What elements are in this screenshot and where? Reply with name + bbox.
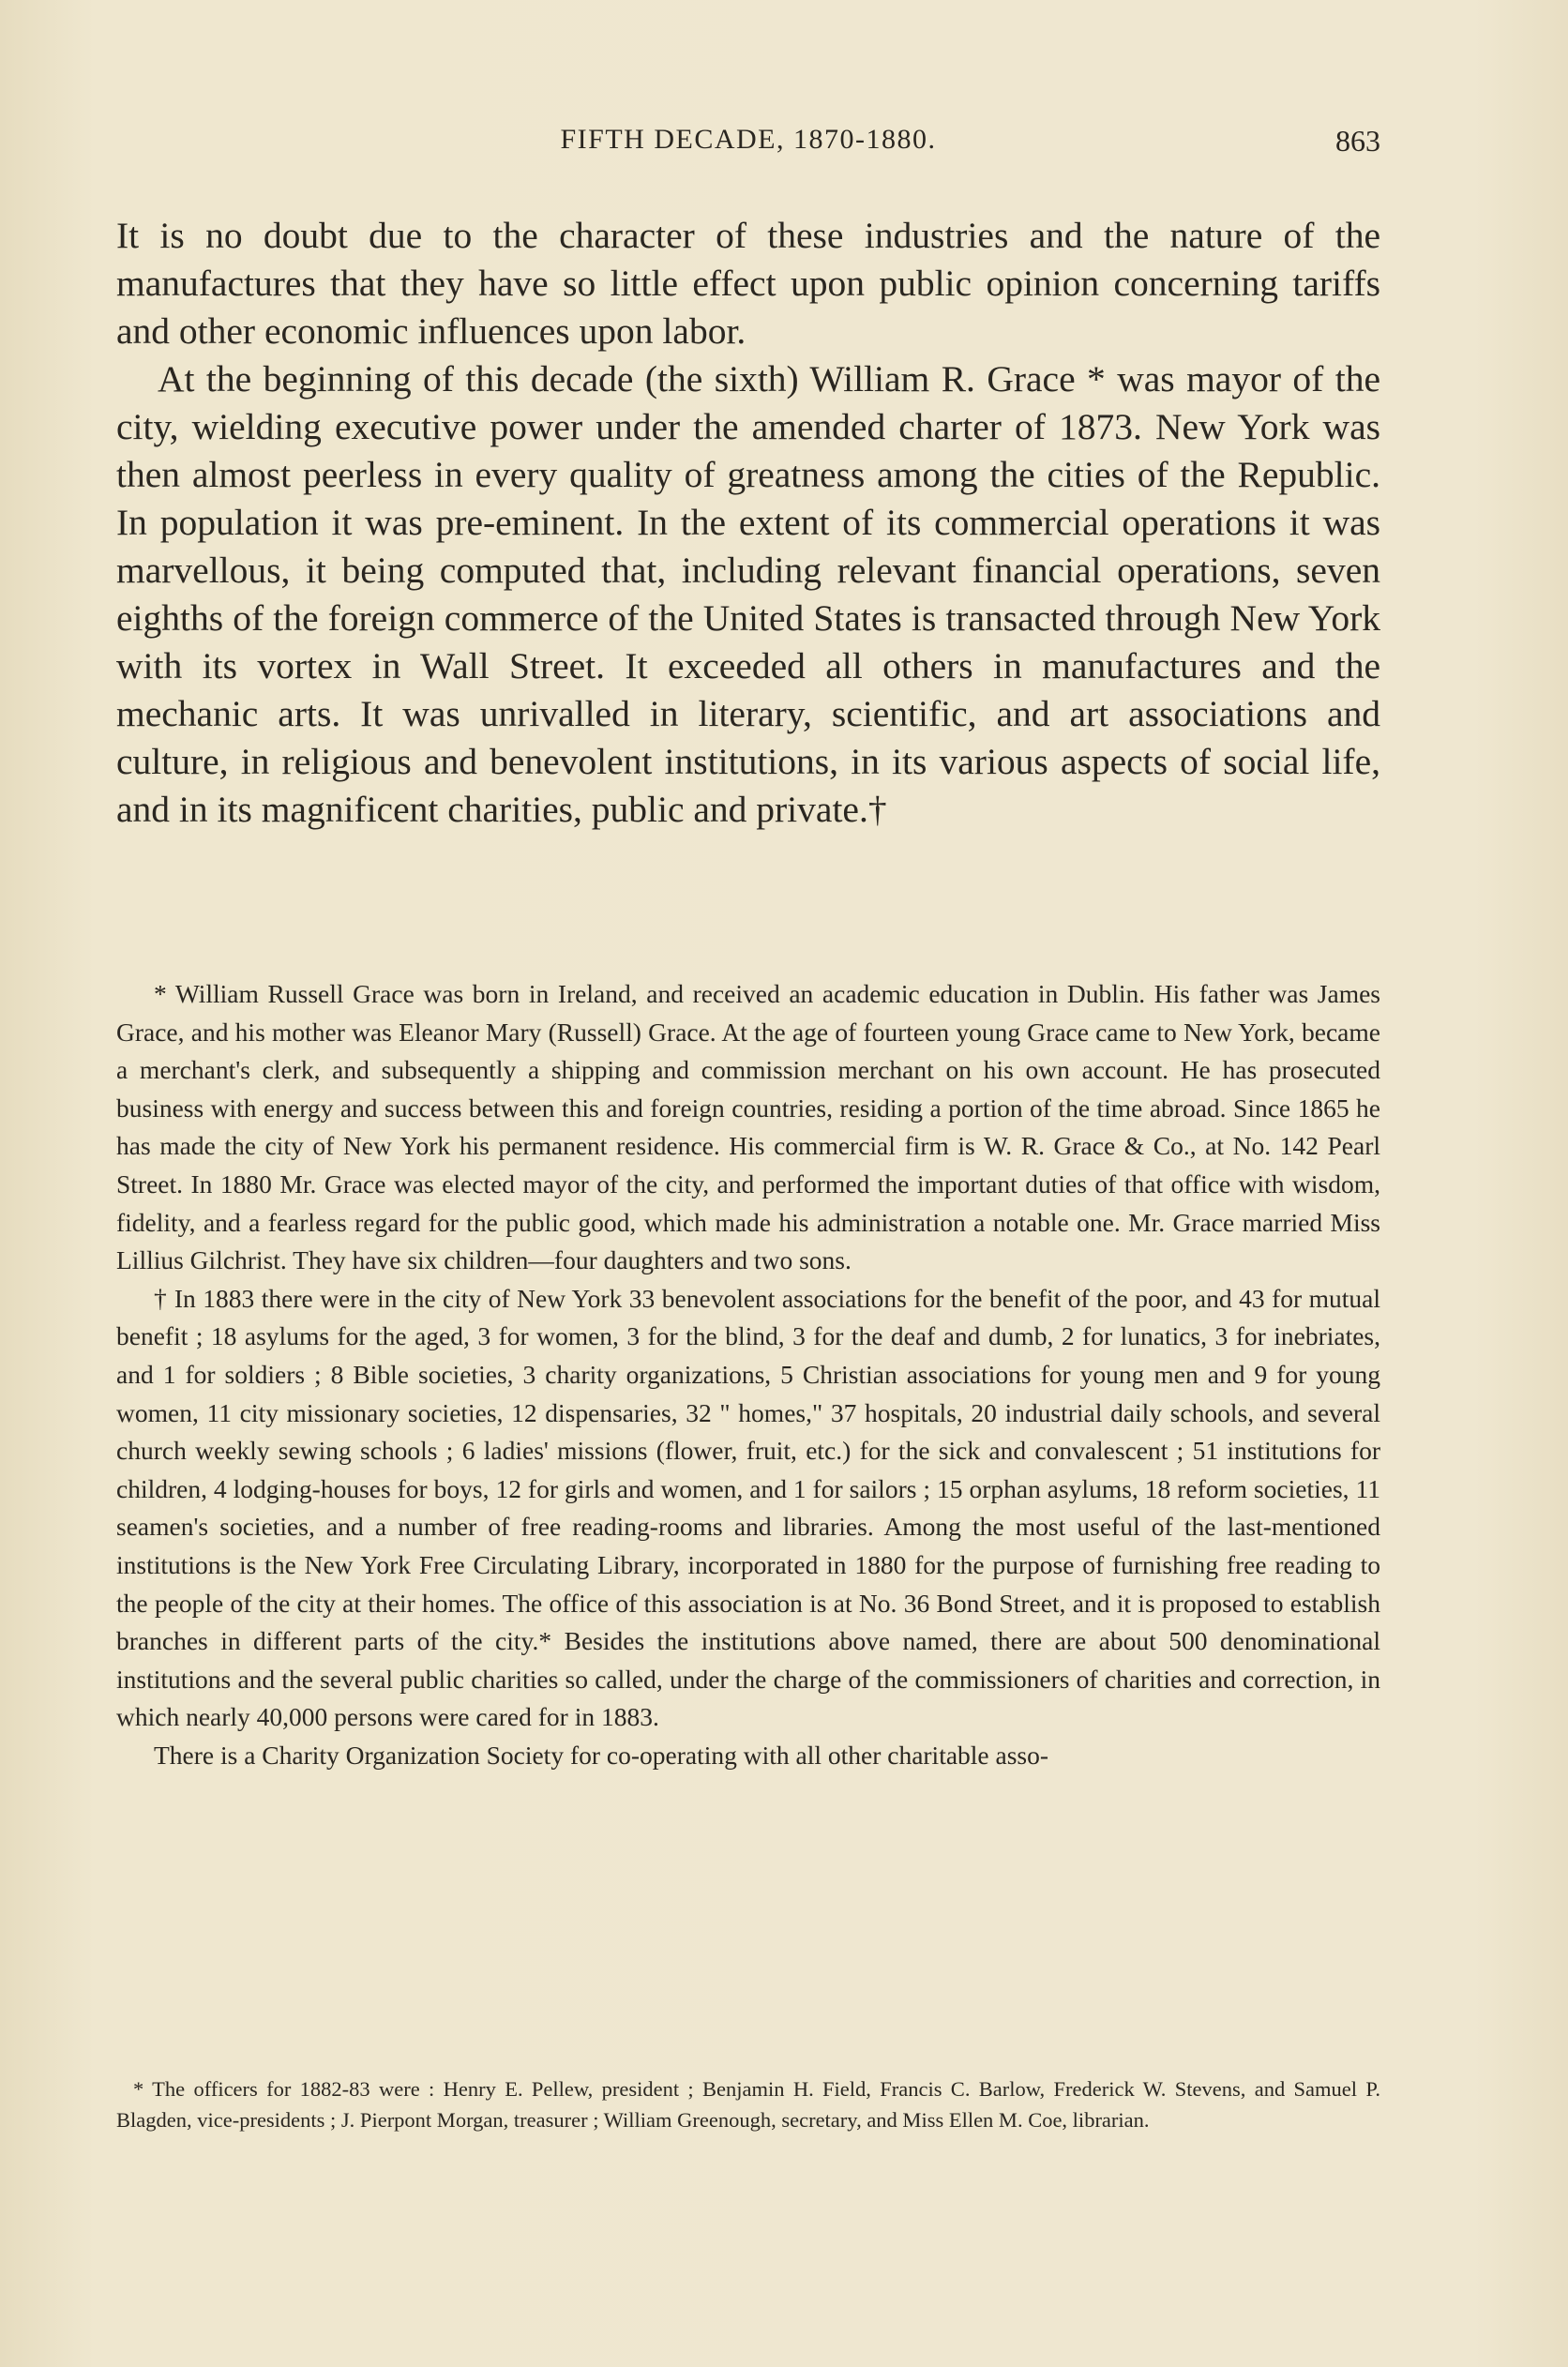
footnotes (116, 975, 1380, 1774)
footnote-continuation: There is a Charity Organization Society for co-operating with all other charitable asso- (154, 1740, 1049, 1770)
footnote-grace: * William Russell Grace was born in Ireland, and received an academic education in Dublin. His father was James Grace, and his mother was Eleanor Mary (Russell) Grace. At the age of fourteen young Grace came to New York, became a merchant's clerk, and subsequently a shipping and commission merchant on his own account. He has prosecuted business with energy and success between this and foreign countries, residing a portion of the time abroad. Since 1865 he has made the city of New York his permanent residence. His commercial firm is W. R. Grace & Co., at No. 142 Pearl Street. In 1880 Mr. Grace was elected mayor of the city, and performed the important duties of that office with wisdom, fidelity, and a fearless regard for the public good, which made his administration a notable one. Mr. Grace married Miss Lillius Gilchrist. They have six children—four daughters and two sons. (116, 979, 1380, 1275)
sub-footnote (116, 2074, 1380, 2135)
footnote-charities: † In 1883 there were in the city of New York 33 benevolent associations for the benefit of the poor, and 43 for mutual benefit ; 18 asylums for the aged, 3 for women, 3 for the blind, 3 for the deaf and dumb, 2 for lunatics, 3 for inebriates, and 1 for soldiers ; 8 Bible societies, 3 charity organizations, 5 Christian associations for young men and 9 for young women, 11 city missionary societies, 12 dispensaries, 32 " homes," 37 hospitals, 20 industrial daily schools, and several church weekly sewing schools ; 6 ladies' missions (flower, fruit, etc.) for the sick and convalescent ; 51 institutions for children, 4 lodging-houses for boys, 12 for girls and women, and 1 for sailors ; 15 orphan asylums, 18 reform societies, 11 seamen's societies, and a number of free reading-rooms and libraries. Among the most useful of the last-mentioned institutions is the New York Free Circulating Library, incorporated in 1880 for the purpose of furnishing free reading to the people of the city at their homes. The office of this association is at No. 36 Bond Street, and it is proposed to establish branches in different parts of the city.* Besides the institutions above named, there are about 500 denominational institutions and the several public charities so called, under the charge of the commissioners of charities and correction, in which nearly 40,000 persons were cared for in 1883. (116, 1283, 1380, 1732)
page-number: 863 (1335, 124, 1380, 158)
main-text (116, 212, 1380, 834)
body-paragraph: At the beginning of this decade (the sixth) William R. Grace * was mayor of the city, wielding executive power under the amended charter of 1873. New York was then almost peerless in every quality of greatness among the cities of the Republic. In population it was pre-eminent. In the extent of its commercial operations it was marvellous, it being computed that, including relevant financial operations, seven eighths of the foreign commerce of the United States is transacted through New York with its vortex in Wall Street. It exceeded all others in manufactures and the mechanic arts. It was unrivalled in literary, scientific, and art associations and culture, in religious and benevolent institutions, in its various aspects of social life, and in its magnificent charities, public and private.† (116, 358, 1380, 830)
page-header (116, 124, 1380, 167)
sub-footnote-text: * The officers for 1882-83 were : Henry E. Pellew, president ; Benjamin H. Field, Francis C. Barlow, Frederick W. Stevens, and Samuel P. Blagden, vice-presidents ; J. Pierpont Morgan, treasurer ; William Greenough, secretary, and Miss Ellen M. Coe, librarian. (116, 2077, 1380, 2132)
running-title: FIFTH DECADE, 1870-1880. (560, 124, 937, 155)
body-paragraph: It is no doubt due to the character of these industries and the nature of the manufactures that they have so little effect upon public opinion concerning tariffs and other economic influences upon labor. (116, 215, 1380, 352)
